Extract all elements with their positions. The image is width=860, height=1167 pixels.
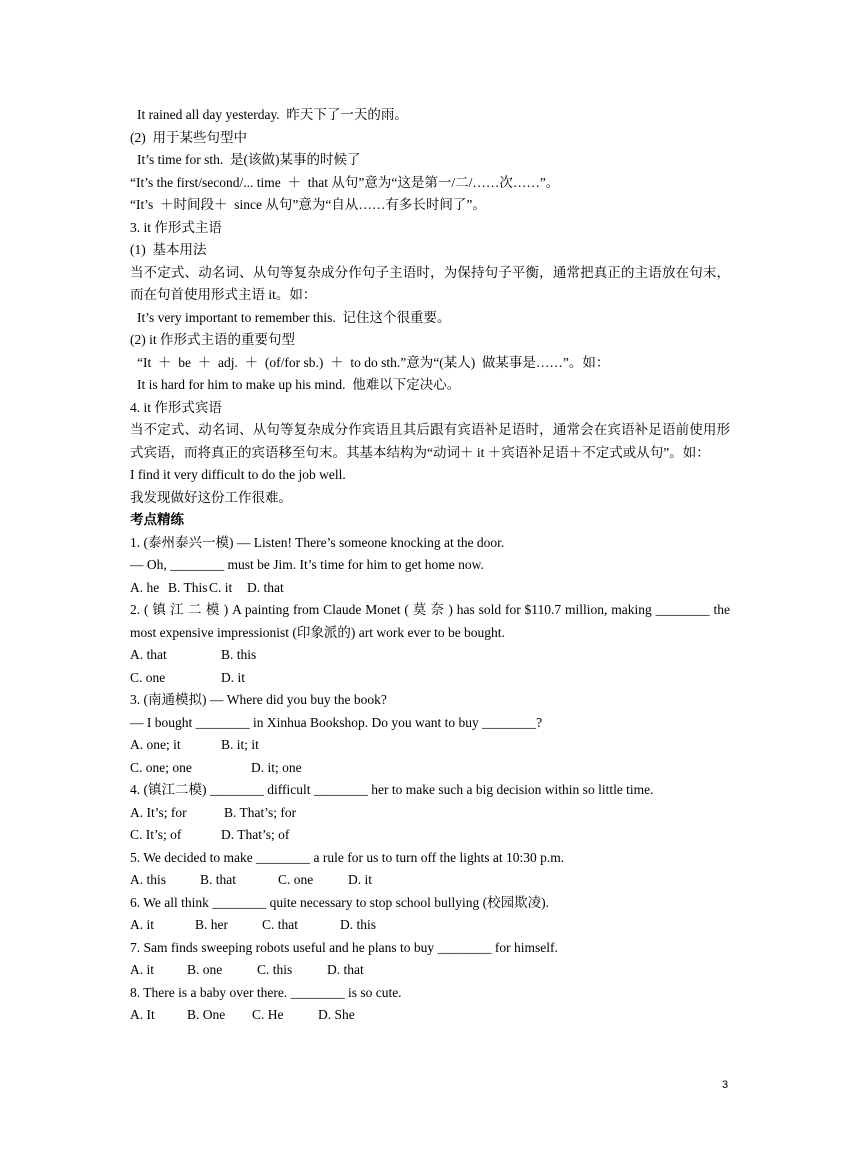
answer-options <box>130 869 730 892</box>
text-line: 3. (南通模拟) — Where did you buy the book? <box>130 692 387 707</box>
text-line: 我发现做好这份工作很难。 <box>130 489 292 505</box>
answer-option: A. it <box>130 962 155 977</box>
section-heading: 考点精练 <box>130 512 184 527</box>
answer-option: D. She <box>318 1007 355 1022</box>
answer-option: D. it <box>221 669 246 685</box>
text-line: 6. We all think ________ quite necessary to stop school bullying (校园欺凌). <box>130 894 549 910</box>
answer-option: A. this <box>130 872 167 887</box>
answer-option: B. her <box>195 917 228 932</box>
answer-option: B. that <box>200 872 236 887</box>
answer-options <box>130 802 730 825</box>
text-line: 8. There is a baby over there. ________ is so cute. <box>130 984 402 1000</box>
answer-option: B. That’s; for <box>224 804 297 820</box>
answer-option: A. that <box>130 647 167 662</box>
text-line: “It ＋ be ＋ adj. ＋ (of/for sb.) ＋ to do sth.”意为“(某人) 做某事是……”。如： <box>137 354 610 370</box>
answer-option: D. That’s; of <box>221 827 290 842</box>
text-line: 当不定式、动名词、从句等复杂成分作宾语且其后跟有宾语补足语时，通常会在宾语补足语前使用形式宾语，而将真正的宾语移至句末。其基本结构为“动词＋ it ＋宾语补足语＋不定式或从句”。如： <box>130 422 730 460</box>
text-line: It is hard for him to make up his mind. 他难以下定决心。 <box>137 377 461 392</box>
answer-options <box>130 644 730 667</box>
answer-option: A. It’s; for <box>130 804 187 820</box>
text-line: 当不定式、动名词、从句等复杂成分作句子主语时，为保持句子平衡，通常把真正的主语放在句末，而在句首使用形式主语 it。如： <box>130 264 730 302</box>
text-line: It rained all day yesterday. 昨天下了一天的雨。 <box>137 107 408 122</box>
answer-option: D. it <box>348 872 373 887</box>
page-number: 3 <box>722 1079 729 1091</box>
answer-option: B. This <box>168 579 208 595</box>
text-line: 3. it 作形式主语 <box>130 219 222 235</box>
text-line: (2) 用于某些句型中 <box>130 129 247 145</box>
answer-option: B. it; it <box>221 737 259 752</box>
text-line: 1. (泰州泰兴一模) — Listen! There’s someone knocking at the door. <box>130 534 505 550</box>
answer-option: A. it <box>130 917 155 932</box>
text-line: 2. ( 镇 江 二 模 ) A painting from Claude Monet ( 莫 奈 ) has sold for $110.7 million, making ________ the most expensive impressionist (印象派的) art work ever to be bought. <box>130 602 730 640</box>
answer-option: B. one <box>187 962 223 977</box>
answer-option: D. that <box>247 579 284 595</box>
answer-option: C. It’s; of <box>130 827 182 842</box>
answer-option: A. he <box>130 579 160 595</box>
text-line: — I bought ________ in Xinhua Bookshop. Do you want to buy ________? <box>130 714 543 730</box>
text-line: 5. We decided to make ________ a rule for us to turn off the lights at 10:30 p.m. <box>130 849 565 865</box>
text-line: It’s time for sth. 是(该做)某事的时候了 <box>137 152 361 167</box>
text-line: “It’s the first/second/... time ＋ that 从句”意为“这是第一/二/……次……”。 <box>130 174 560 190</box>
text-line: It’s very important to remember this. 记住这个很重要。 <box>137 309 451 325</box>
answer-options <box>130 959 730 982</box>
answer-option: C. it <box>209 579 233 595</box>
text-line: “It’s ＋时间段＋ since 从句”意为“自从……有多长时间了”。 <box>130 197 486 212</box>
answer-option: C. He <box>252 1007 284 1022</box>
answer-options <box>130 577 730 600</box>
answer-option: D. that <box>327 962 364 977</box>
answer-options <box>130 914 730 937</box>
answer-option: A. one; it <box>130 737 181 752</box>
answer-option: D. it; one <box>251 759 302 775</box>
answer-option: B. this <box>221 647 257 662</box>
answer-option: C. one; one <box>130 759 192 775</box>
answer-option: C. one <box>130 669 166 685</box>
text-line: (1) 基本用法 <box>130 242 207 257</box>
answer-options <box>130 667 730 690</box>
text-line: (2) it 作形式主语的重要句型 <box>130 332 295 347</box>
answer-option: C. one <box>278 872 314 887</box>
answer-option: A. It <box>130 1007 155 1022</box>
text-line: 4. it 作形式宾语 <box>130 399 222 415</box>
answer-option: D. this <box>340 917 377 932</box>
answer-option: C. that <box>262 917 298 932</box>
text-line: — Oh, ________ must be Jim. It’s time for him to get home now. <box>130 557 484 572</box>
answer-options <box>130 824 730 847</box>
answer-option: C. this <box>257 962 293 977</box>
text-line: 7. Sam finds sweeping robots useful and he plans to buy ________ for himself. <box>130 939 558 955</box>
answer-options <box>130 757 730 780</box>
answer-option: B. One <box>187 1007 226 1022</box>
text-line: I find it very difficult to do the job well. <box>130 467 346 482</box>
answer-options <box>130 1004 730 1027</box>
document-content <box>130 104 730 1027</box>
text-line: 4. (镇江二模) ________ difficult ________ her to make such a big decision within so little time. <box>130 782 654 797</box>
answer-options <box>130 734 730 757</box>
